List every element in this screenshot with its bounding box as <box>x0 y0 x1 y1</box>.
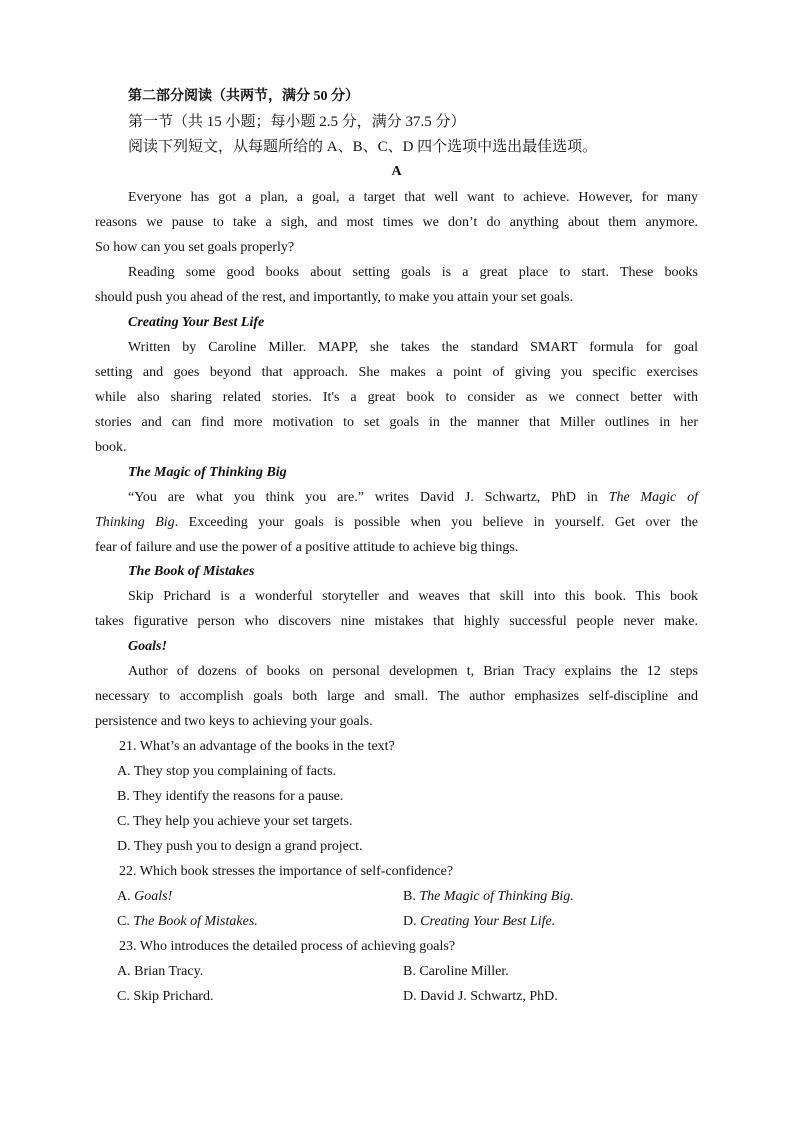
q23-option-a: A. Brian Tracy. <box>117 964 204 979</box>
p1-line-1: Everyone has got a plan, a goal, a target that well want to achieve. However, for many <box>128 190 698 205</box>
instructions: 阅读下列短文，从每题所给的 A、B、C、D 四个选项中选出最佳选项。 <box>128 139 598 155</box>
book3-line-1: Skip Prichard is a wonderful storyteller and weaves that skill into this book. This book <box>128 589 698 604</box>
book2-line-2-text: . Exceeding your goals is possible when you believe in yourself. Get over the <box>174 515 698 530</box>
q22-option-b-prefix: B. <box>403 889 420 904</box>
book1-line-2: setting and goes beyond that approach. She makes a point of giving you specific exercises <box>95 365 698 380</box>
book3-title: The Book of Mistakes <box>128 564 255 579</box>
book2-line-2-italic: Thinking Big <box>95 515 175 530</box>
q22-option-d-title: Creating Your Best Life. <box>420 914 556 929</box>
book1-title: Creating Your Best Life <box>128 315 265 330</box>
q22-option-d-prefix: D. <box>403 914 421 929</box>
book3-line-2: takes figurative person who discovers nine mistakes that highly successful people never make. <box>95 614 698 629</box>
q22-option-c <box>117 913 258 931</box>
p2-line-1: Reading some good books about setting goals is a great place to start. These books <box>128 265 698 280</box>
section-title: 第一节（共 15 小题；每小题 2.5 分，满分 37.5 分） <box>128 114 466 130</box>
book1-line-5: book. <box>95 440 127 455</box>
q23-option-b: B. Caroline Miller. <box>403 964 509 979</box>
book4-line-2: necessary to accomplish goals both large and small. The author emphasizes self-discipline and <box>95 689 698 704</box>
p2-line-2: should push you ahead of the rest, and importantly, to make you attain your set goals. <box>95 290 574 305</box>
book1-line-1: Written by Caroline Miller. MAPP, she takes the standard SMART formula for goal <box>128 340 698 355</box>
q22-option-c-title: The Book of Mistakes. <box>133 914 258 929</box>
q23-stem: 23. Who introduces the detailed process of achieving goals? <box>119 939 456 954</box>
part-title: 第二部分阅读（共两节，满分 50 分） <box>128 89 359 104</box>
q21-stem: 21. What’s an advantage of the books in the text? <box>119 739 395 754</box>
book1-line-4: stories and can find more motivation to set goals in the manner that Miller outlines in her <box>95 415 698 430</box>
book4-line-1: Author of dozens of books on personal developmen t, Brian Tracy explains the 12 steps <box>128 664 698 679</box>
q22-stem: 22. Which book stresses the importance of self-confidence? <box>119 864 454 879</box>
q22-option-a-prefix: A. <box>117 889 135 904</box>
q22-option-a-title: Goals! <box>134 889 173 904</box>
q23-option-c: C. Skip Prichard. <box>117 989 214 1004</box>
book2-line-2 <box>95 514 698 532</box>
p1-line-3: So how can you set goals properly? <box>95 240 295 255</box>
q22-option-c-prefix: C. <box>117 914 134 929</box>
q22-option-a <box>117 888 172 906</box>
book2-title: The Magic of Thinking Big <box>128 465 287 480</box>
book2-line-1-italic: The Magic of <box>608 490 699 505</box>
q21-option-a: A. They stop you complaining of facts. <box>117 764 337 779</box>
p1-line-2: reasons we pause to take a sigh, and most times we don’t do anything about them anymore. <box>95 215 698 230</box>
book2-line-3: fear of failure and use the power of a positive attitude to achieve big things. <box>95 540 519 555</box>
book1-line-3: while also sharing related stories. It's a great book to consider as we connect better with <box>95 390 698 405</box>
passage-label: A <box>391 164 402 179</box>
q22-option-b <box>403 888 574 906</box>
q21-option-b: B. They identify the reasons for a pause. <box>117 789 344 804</box>
q21-option-d: D. They push you to design a grand project. <box>117 839 363 854</box>
q23-option-d: D. David J. Schwartz, PhD. <box>403 989 558 1004</box>
q22-option-d <box>403 913 555 931</box>
q22-option-b-title: The Magic of Thinking Big. <box>419 889 574 904</box>
book4-line-3: persistence and two keys to achieving your goals. <box>95 714 373 729</box>
q21-option-c: C. They help you achieve your set targets. <box>117 814 353 829</box>
book2-line-1 <box>128 489 698 507</box>
book4-title: Goals! <box>128 639 167 654</box>
book2-line-1-text: “You are what you think you are.” writes David J. Schwartz, PhD in <box>128 490 598 505</box>
